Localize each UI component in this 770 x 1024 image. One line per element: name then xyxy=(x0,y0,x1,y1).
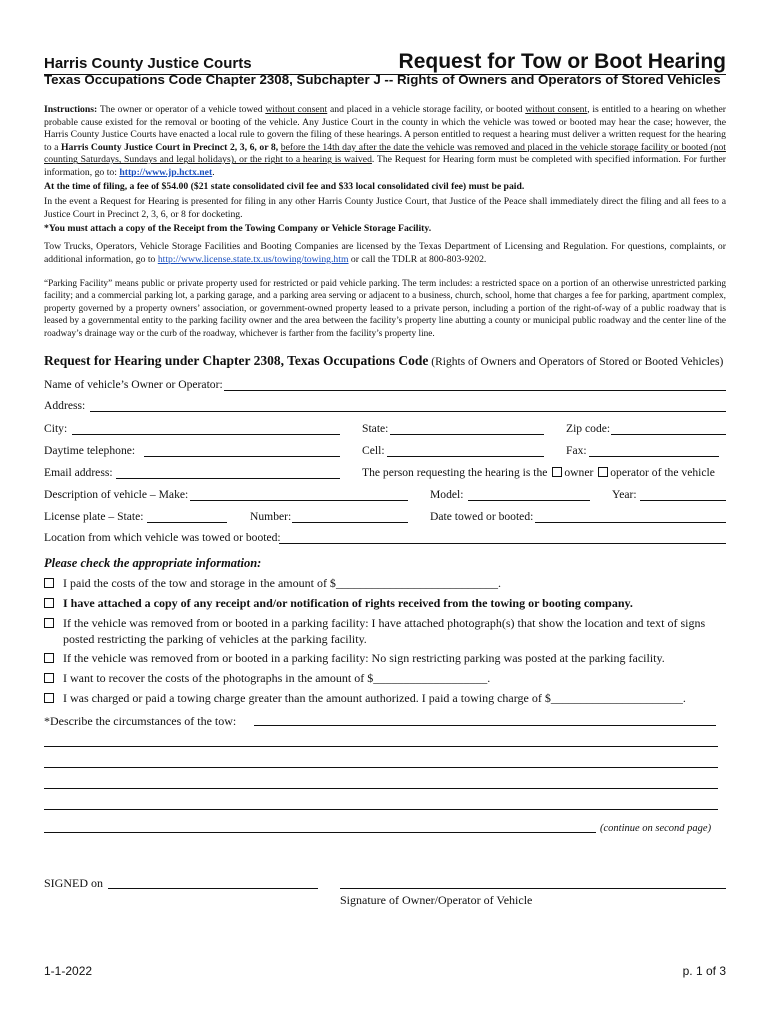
underline-without-consent: without consent xyxy=(265,104,328,115)
describe-line-1[interactable] xyxy=(254,725,716,726)
request-title xyxy=(44,353,723,369)
request-title-bold: Request for Hearing under Chapter 2308, Texas Occupations Code xyxy=(44,353,429,368)
model-label: Model: xyxy=(430,488,464,501)
tow-costs-text: I paid the costs of the tow and storage in the amount of $ xyxy=(63,576,336,590)
receipt-note: *You must attach a copy of the Receipt from the Towing Company or Vehicle Storage Facility. xyxy=(44,223,432,234)
year-label: Year: xyxy=(612,488,637,501)
fax-field[interactable] xyxy=(589,456,719,457)
no-sign-text: If the vehicle was removed from or booted in a parking facility: No sign restricting parking was posted at the parking facility. xyxy=(63,651,665,665)
instructions-paragraph xyxy=(44,104,726,180)
describe-line-3[interactable] xyxy=(44,767,718,768)
check-item-no-sign xyxy=(44,650,734,666)
check-item-photo-costs xyxy=(44,670,734,686)
photographs-text: If the vehicle was removed from or booted in a parking facility: I have attached photograph(s) that show the location and text of signs posted restricting the parking of vehicles at the parking facility. xyxy=(63,616,706,646)
form-subtitle: Texas Occupations Code Chapter 2308, Subchapter J -- Rights of Owners and Operators of Stored Vehicles xyxy=(44,72,721,87)
checks-title: Please check the appropriate information: xyxy=(44,556,262,570)
instructions-text: The owner or operator of a vehicle towed xyxy=(97,104,266,115)
photo-costs-amount-field[interactable]: ___________________ xyxy=(373,671,488,685)
email-field[interactable] xyxy=(116,478,340,479)
photo-costs-checkbox[interactable] xyxy=(44,673,54,683)
location-field[interactable] xyxy=(279,543,726,544)
punctuation: . xyxy=(487,671,491,685)
instructions-label: Instructions: xyxy=(44,104,98,115)
overcharge-amount-field[interactable]: ______________________ xyxy=(550,691,683,705)
state-field[interactable] xyxy=(390,434,544,435)
year-field[interactable] xyxy=(640,500,726,501)
no-sign-checkbox[interactable] xyxy=(44,653,54,663)
date-towed-label: Date towed or booted: xyxy=(430,510,534,523)
describe-label: *Describe the circumstances of the tow: xyxy=(44,714,237,728)
signature-caption: Signature of Owner/Operator of Vehicle xyxy=(340,893,533,907)
daytime-phone-label: Daytime telephone: xyxy=(44,444,136,457)
plate-state-field[interactable] xyxy=(147,522,227,523)
address-label: Address: xyxy=(44,399,86,412)
plate-state-label: License plate – State: xyxy=(44,510,144,523)
owner-option-label: owner xyxy=(564,466,594,479)
parking-facility-definition: “Parking Facility” means public or private property used for restricted or paid vehicle parking. The term includes: a restricted space on a portion of an otherwise unrestricted parking facility; and a commercial parking lot, a parking garage, and a parking area serving or adjacent to a business, church, school, home that charges a fee for parking, apartment complex, property governed by a property owners’ association, or government-owned property leased to a private person, including a portion of the right-of-way of a public roadway that is leased by a governmental entity to the parking facility owner and the area between the facility’s property line abutting a county or municipal public roadway and the center line of the roadway’s drainage way or the curb of the roadway, whichever is farther from the facility’s property line. xyxy=(44,279,726,339)
city-field[interactable] xyxy=(72,434,340,435)
describe-line-6[interactable] xyxy=(44,832,596,833)
page-number: p. 1 of 3 xyxy=(682,964,726,978)
signed-date-field[interactable] xyxy=(108,888,318,889)
tow-costs-checkbox[interactable] xyxy=(44,578,54,588)
precinct-list: Harris County Justice Court in Precinct 2, 3, 6, or 8, xyxy=(60,141,281,153)
describe-line-5[interactable] xyxy=(44,809,718,810)
plate-number-label: Number: xyxy=(250,510,292,523)
receipt-text: I have attached a copy of any receipt and/or notification of rights received from the towing or booting company. xyxy=(63,596,633,610)
instructions-text: . xyxy=(212,166,215,178)
zip-label: Zip code: xyxy=(566,422,611,435)
photographs-checkbox[interactable] xyxy=(44,618,54,628)
requester-row xyxy=(362,465,715,481)
court-name: Harris County Justice Courts xyxy=(44,55,252,72)
cell-field[interactable] xyxy=(387,456,544,457)
fee-note: At the time of filing, a fee of $54.00 ($21 state consolidated civil fee and $33 local consolidated civil fee) must be paid. xyxy=(44,181,525,192)
other-court-note: In the event a Request for Hearing is presented for filing in any other Harris County Justice Court, that Justice of the Peace shall immediately direct the filing and all fees to a Justice Court in Precinct 2, 3, 6, or 8 for docketing. xyxy=(44,196,726,220)
photo-costs-text: I want to recover the costs of the photographs in the amount of $ xyxy=(63,671,374,685)
continue-note: (continue on second page) xyxy=(600,823,712,834)
jp-website-link[interactable]: http://www.jp.hctx.net xyxy=(119,166,213,178)
form-title: Request for Tow or Boot Hearing xyxy=(398,50,726,73)
signed-on-label: SIGNED on xyxy=(44,876,103,890)
requester-label: The person requesting the hearing is the xyxy=(362,466,548,479)
check-item-overcharge xyxy=(44,690,734,706)
cell-label: Cell: xyxy=(362,444,385,457)
owner-name-field[interactable] xyxy=(224,390,726,391)
punctuation: . xyxy=(497,576,501,590)
model-field[interactable] xyxy=(468,500,590,501)
check-item-tow-costs xyxy=(44,575,734,591)
underline-without-consent: without consent xyxy=(525,104,588,115)
receipt-checkbox[interactable] xyxy=(44,598,54,608)
make-field[interactable] xyxy=(190,500,408,501)
request-title-rest: (Rights of Owners and Operators of Stored or Booted Vehicles) xyxy=(428,356,724,368)
license-note-text: or call the TDLR at 800-803-9202. xyxy=(348,253,487,265)
license-note-text: Tow Trucks, Operators, Vehicle Storage Facilities and Booting Companies are licensed by the Texas Department of Licensing and Regulation. For questions, complaints, or additional information, go to xyxy=(44,241,726,265)
punctuation: . xyxy=(682,691,686,705)
tdlr-link[interactable]: http://www.license.state.tx.us/towing/towing.htm xyxy=(157,253,349,265)
instructions-text: . The Request for Hearing form must be completed with specified information. For further information, go to: xyxy=(44,154,727,178)
address-field[interactable] xyxy=(90,411,726,412)
daytime-phone-field[interactable] xyxy=(144,456,340,457)
signature-field[interactable] xyxy=(340,888,726,889)
operator-option-label: operator of the vehicle xyxy=(610,466,715,479)
owner-name-label: Name of vehicle’s Owner or Operator: xyxy=(44,378,223,391)
zip-field[interactable] xyxy=(611,434,726,435)
describe-line-2[interactable] xyxy=(44,746,718,747)
owner-checkbox[interactable] xyxy=(552,467,562,477)
overcharge-text: I was charged or paid a towing charge greater than the amount authorized. I paid a towing charge of $ xyxy=(63,691,551,705)
instructions-text: , is entitled to a hearing on whether probable cause existed for the removal or booting of the vehicle. Any Justice Court in the county in which the vehicle was towed or booted may hear the case; however, the Harris County Justice Courts have enacted a local rule to govern the filing of these hearings. A person entitled to request a hearing must deliver a written request for the hearing to a xyxy=(44,104,726,153)
date-towed-field[interactable] xyxy=(535,522,726,523)
tow-costs-amount-field[interactable]: ___________________________ xyxy=(335,576,498,590)
location-label: Location from which vehicle was towed or booted: xyxy=(44,531,281,544)
check-item-receipt xyxy=(44,595,734,611)
license-note xyxy=(44,241,726,266)
plate-number-field[interactable] xyxy=(292,522,408,523)
operator-checkbox[interactable] xyxy=(598,467,608,477)
describe-line-4[interactable] xyxy=(44,788,718,789)
overcharge-checkbox[interactable] xyxy=(44,693,54,703)
make-label: Description of vehicle – Make: xyxy=(44,488,189,501)
check-item-photographs xyxy=(44,615,734,647)
email-label: Email address: xyxy=(44,466,113,479)
deadline-text: before the 14th day after the date the vehicle was removed and placed in the vehicle storage facility or booted (not counting Saturdays, Sundays and legal holidays), or the right to a hearing is waived xyxy=(44,141,726,166)
instructions-text: and placed in a vehicle storage facility, or booted xyxy=(327,104,526,115)
city-label: City: xyxy=(44,422,68,435)
revision-date: 1-1-2022 xyxy=(44,964,93,978)
fax-label: Fax: xyxy=(566,444,587,457)
state-label: State: xyxy=(362,422,389,435)
